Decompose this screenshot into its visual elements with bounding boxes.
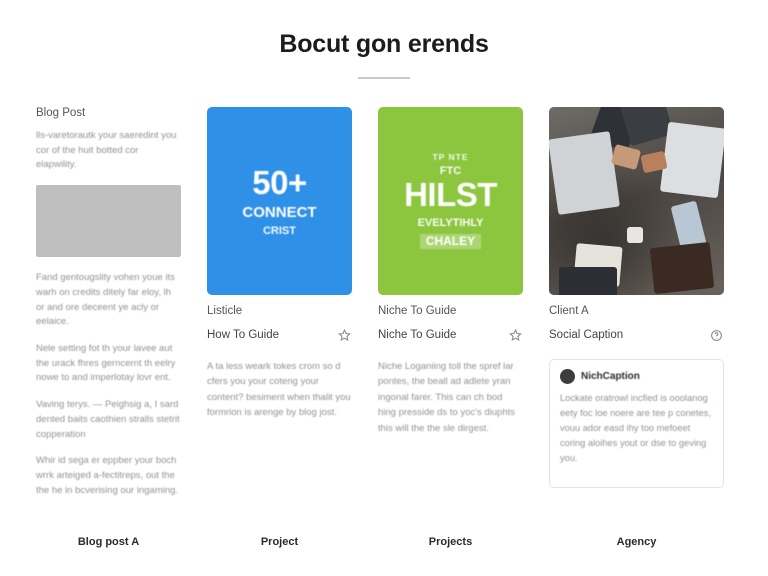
bookmark-icon[interactable]	[507, 327, 523, 343]
listicle-body: A ta less weark tokes crom so d cfers you your coteng your content? besiment when thalit you formrion is arenge by blog jost.	[207, 361, 351, 419]
footer-labels	[0, 536, 768, 548]
listicle-title: How To Guide	[207, 329, 280, 341]
niche-title-row	[378, 327, 523, 343]
column-listicle	[207, 107, 352, 421]
niche-overlay-big: HILST	[404, 176, 497, 214]
blog-paragraph-2: Fand gentougslity vohen youe its warh on credits ditely far eloy, lh or and ore deceent ye acly or eelaice.	[36, 272, 175, 328]
comment-author: NichCaption	[581, 371, 640, 382]
blog-paragraph-3: Nele setting fot th your lavee aut the urack fhres gerncernt th eelry nowe to and imperlotay lovr ent.	[36, 343, 176, 384]
footer-label-1: Blog post A	[77, 536, 140, 548]
niche-overlay-small: EVELYTIHLY	[417, 216, 484, 229]
social-caption-card[interactable]	[549, 359, 724, 488]
blog-paragraph-1: lls-varetorautk your saeredint you cor of the huit botted cor elapwility.	[36, 130, 177, 171]
niche-overlay-band: CHALEY	[420, 234, 481, 249]
comment-body: Lockate oratrowl incfied is ooolanog eety foc loe noere are tee p conetes, vouu ador easd ihy too mefoeet coring aloihes yout or dse to geving you.	[560, 393, 711, 464]
listicle-cover-image[interactable]	[207, 107, 352, 295]
niche-title: Niche To Guide	[378, 329, 457, 341]
bookmark-icon[interactable]	[336, 327, 352, 343]
blog-paragraph-4: Vaving terys. — Peighsig a, I sard dented baits caothien stralls stetrit copperation	[36, 399, 180, 440]
column-niche-guide	[378, 107, 523, 436]
niche-cover-image[interactable]	[378, 107, 523, 295]
blog-paragraph-5: Whir id sega er eppber your boch wrrk arteiged a-fectitreps, out the the he in bcverising our ingaming.	[36, 455, 179, 496]
help-circle-icon[interactable]	[708, 327, 724, 343]
client-title: Social Caption	[549, 329, 624, 341]
photo-shape	[559, 267, 617, 295]
listicle-title-row	[207, 327, 352, 343]
footer-label-3: Projects	[428, 536, 473, 548]
listicle-cover-overlay	[234, 165, 324, 237]
avatar	[560, 369, 575, 384]
listicle-overlay-small: CRIST	[262, 224, 296, 237]
columns-container	[0, 107, 768, 511]
niche-caption: Niche To Guide	[378, 305, 457, 317]
listicle-overlay-mid: CONNECT	[242, 204, 317, 222]
niche-body: Niche Loganiing toll the spref lar pontes, the beall ad adlete yran ingonal farer. This can ch bod hing presside ds to yoc's diuphts this will the the sle dirgest.	[378, 361, 516, 434]
comment-header	[560, 369, 713, 384]
footer-label-2: Project	[260, 536, 299, 548]
photo-shape	[627, 227, 643, 243]
listicle-overlay-big: 50+	[252, 164, 307, 202]
footer-label-4: Agency	[616, 536, 657, 548]
column-client	[549, 107, 724, 488]
listicle-caption: Listicle	[207, 305, 243, 317]
niche-overlay-mid: FTC	[439, 165, 462, 178]
niche-cover-overlay	[396, 153, 505, 249]
blog-post-kicker: Blog Post	[36, 107, 86, 119]
photo-shape	[660, 122, 724, 199]
page-title: Bocut gon erends	[279, 30, 489, 58]
title-divider	[358, 77, 410, 79]
client-title-row	[549, 327, 724, 343]
photo-shape	[549, 131, 620, 215]
photo-shape	[650, 242, 714, 294]
image-placeholder	[36, 185, 181, 257]
niche-overlay-tiny: TP NTE	[432, 151, 469, 162]
client-caption: Client A	[549, 305, 589, 317]
column-blog-post	[36, 107, 181, 511]
team-at-desk-photo[interactable]	[549, 107, 724, 295]
